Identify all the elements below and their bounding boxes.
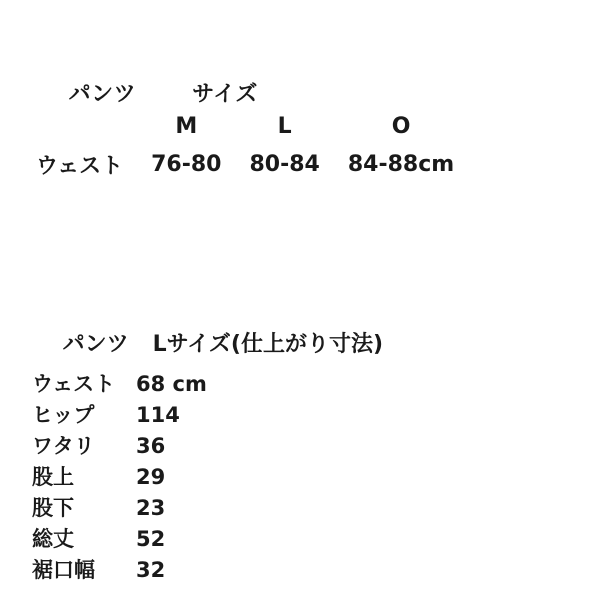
spec-value-hem-width: 32 [136, 558, 166, 582]
header-corner-cell [36, 112, 137, 147]
spec-value-waist: 68 cm [136, 372, 207, 396]
size-range-table [36, 112, 468, 182]
spec-label-rise: 股上 [32, 465, 74, 489]
spec-label-inseam: 股下 [32, 496, 74, 520]
list-item [32, 554, 207, 585]
finished-heading-label: Lサイズ(仕上がり寸法) [152, 332, 384, 357]
spec-label-thigh: ワタリ [32, 434, 95, 458]
spec-label-total-length: 総丈 [32, 527, 74, 551]
table-row [36, 147, 468, 182]
row-label-waist: ウェスト [36, 154, 124, 179]
spec-value-inseam: 23 [136, 496, 166, 520]
finished-heading-category: パンツ [62, 332, 129, 357]
column-header-o: O [391, 114, 411, 139]
heading-label: サイズ [192, 82, 258, 107]
finished-measurements-list [32, 368, 207, 585]
list-item [32, 368, 207, 399]
cell-waist-o: 84-88cm [347, 152, 455, 177]
spec-label-waist: ウェスト [32, 372, 116, 396]
list-item [32, 399, 207, 430]
list-item [32, 461, 207, 492]
spec-value-thigh: 36 [136, 434, 166, 458]
cell-waist-m: 76-80 [151, 152, 222, 177]
spec-value-total-length: 52 [136, 527, 166, 551]
spec-value-hip: 114 [136, 403, 180, 427]
list-item [32, 523, 207, 554]
list-item [32, 430, 207, 461]
spec-label-hem-width: 裾口幅 [32, 558, 95, 582]
list-item [32, 492, 207, 523]
table-header-row [36, 112, 468, 147]
column-header-l: L [277, 114, 292, 139]
heading-category: パンツ [68, 82, 137, 107]
cell-waist-l: 80-84 [249, 152, 320, 177]
column-header-m: M [175, 114, 198, 139]
spec-label-hip: ヒップ [32, 403, 95, 427]
spec-value-rise: 29 [136, 465, 166, 489]
